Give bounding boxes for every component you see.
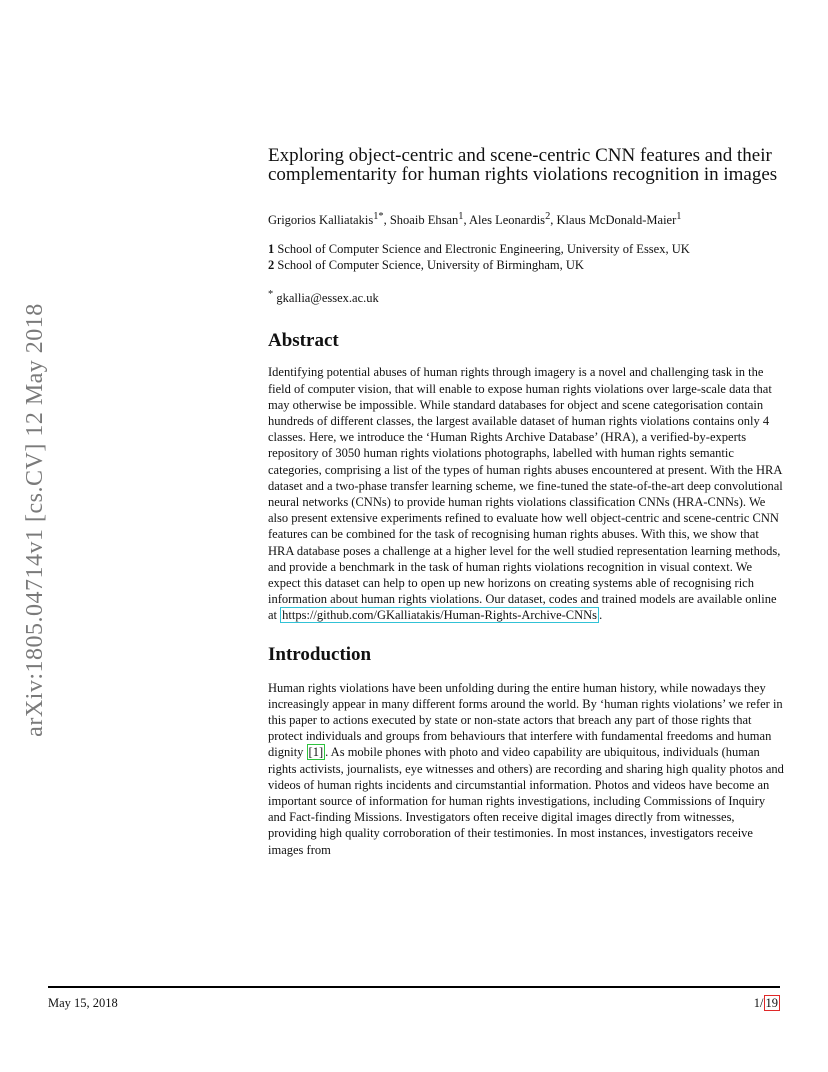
abstract-end: . — [599, 608, 603, 623]
email-mark: * — [268, 289, 274, 301]
author-name: , Ales Leonardis — [463, 213, 546, 228]
author-affiliation-mark: 1* — [373, 211, 384, 222]
page-number — [754, 996, 780, 1011]
page-total-link[interactable]: 19 — [765, 996, 778, 1010]
citation-link[interactable]: [1] — [308, 745, 324, 760]
page-current: 1/ — [753, 996, 764, 1010]
introduction-text-continued: . As mobile phones with photo and video capability are ubiquitous, individuals (human rights activists, journalists, eye witnesses and others) are recording and sharing high quality photos and videos of human rights incidents and circumstantial information. Photos and videos have become an important source of information for human rights investigations, including Commissions of Inquiry and Fact-finding Missions. Investigators often receive digital images directly from witnesses, providing high quality corroboration of their testimonies. In most instances, investigators receive images from — [268, 745, 784, 857]
paper-title: Exploring object-centric and scene-centric CNN features and their complementarity for human rights violations recognition in images — [268, 145, 778, 185]
paper-content — [268, 146, 786, 858]
footer-divider — [48, 986, 780, 988]
affiliation-list — [268, 241, 786, 273]
author-affiliation-mark: 2 — [545, 211, 551, 222]
author-name: , Klaus McDonald-Maier — [550, 213, 677, 228]
affiliation-text: School of Computer Science, University of Birmingham, UK — [274, 258, 584, 273]
github-link[interactable]: https://github.com/GKalliatakis/Human-Rights-Archive-CNNs — [282, 608, 598, 623]
introduction-text: Human rights violations have been unfolding during the entire human history, while nowadays they increasingly appear in many different forms around the world. By ‘human rights violations’ we refer in this paper to actions executed by state or non-state actors that breach any part of those rights that protect individuals and groups from behaviours that interfere with fundamental freedoms and human dignity — [268, 680, 783, 760]
author-affiliation-mark: 1 — [676, 211, 682, 222]
footer-date: May 15, 2018 — [48, 996, 118, 1010]
introduction-heading: Introduction — [268, 643, 372, 665]
arxiv-identifier — [20, 280, 50, 760]
affiliation-item — [268, 241, 786, 257]
author-list — [268, 209, 786, 228]
abstract-text: Identifying potential abuses of human rights through imagery is a novel and challenging task in the field of computer vision, that will enable to expose human rights violations over large-scale data that may otherwise be impossible. While standard databases for object and scene categorisation contain hundreds of different classes, the largest available dataset of human rights violations contains only 4 classes. Here, we introduce the ‘Human Rights Archive Database’ (HRA), a verified-by-experts repository of 3050 human rights violations photographs, labelled with human rights semantic categories, comprising a list of the types of human rights abuses encountered at present. With the HRA dataset and a two-phase transfer learning scheme, we fine-tuned the state-of-the-art deep convolutional neural networks (CNNs) to provide human rights violations classification CNNs (HRA-CNNs). We also present extensive experiments refined to evaluate how well object-centric and scene-centric CNN features can be combined for the task of recognising human rights abuses. With this, we show that HRA database poses a challenge at a higher level for the well studied representation learning methods, and provide a benchmark in the task of human rights violations recognition in visual context. We expect this dataset can help to open up new horizons on creating systems able of recognising rich information about human rights violations. Our dataset, codes and trained models are available online at — [268, 365, 783, 623]
email-address: gkallia@essex.ac.uk — [273, 291, 379, 306]
affiliation-number: 1 — [268, 242, 275, 257]
author-name: Grigorios Kalliatakis — [268, 213, 374, 228]
affiliation-text: School of Computer Science and Electronic Engineering, University of Essex, UK — [274, 242, 690, 257]
corresponding-email — [268, 287, 786, 306]
abstract-heading: Abstract — [268, 330, 339, 352]
author-name: , Shoaib Ehsan — [383, 213, 459, 228]
author-affiliation-mark: 1 — [458, 211, 464, 222]
abstract-body — [268, 364, 786, 623]
arxiv-identifier-text: arXiv:1805.04714v1 [cs.CV] 12 May 2018 — [22, 303, 48, 737]
introduction-body — [268, 680, 786, 858]
affiliation-item — [268, 257, 786, 273]
affiliation-number: 2 — [268, 258, 275, 273]
